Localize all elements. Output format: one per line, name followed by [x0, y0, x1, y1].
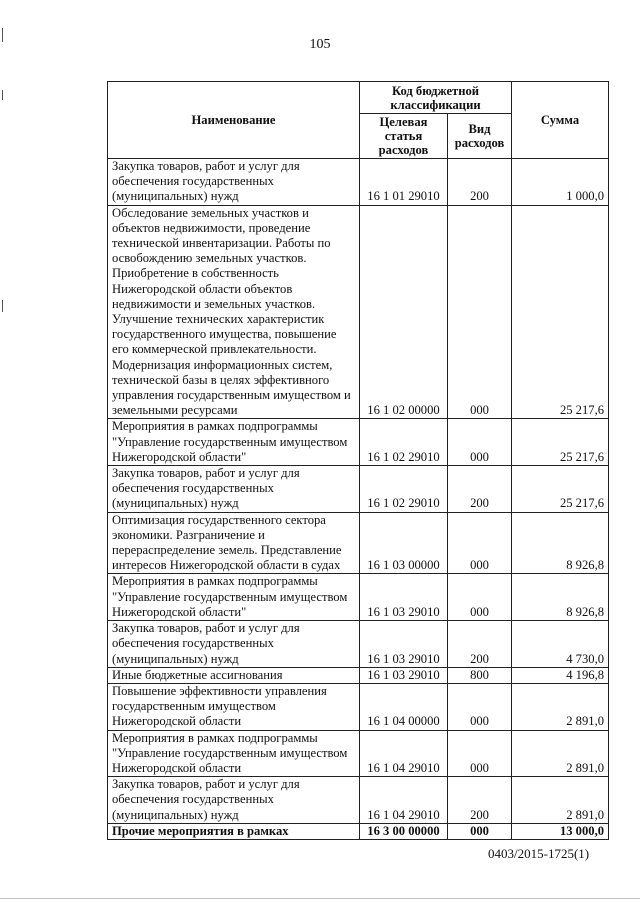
row-expense-type: 000: [448, 730, 512, 777]
row-target-code: 16 1 03 29010: [360, 621, 448, 668]
row-target-code: 16 1 03 29010: [360, 667, 448, 683]
row-name: Закупка товаров, работ и услуг для обеспечения государственных (муниципальных) нужд: [108, 621, 360, 668]
row-target-code: 16 1 04 29010: [360, 730, 448, 777]
row-sum: 2 891,0: [512, 683, 609, 730]
scan-mark: [2, 300, 3, 312]
row-sum: 2 891,0: [512, 730, 609, 777]
row-name: Мероприятия в рамках подпрограммы "Управление государственным имуществом Нижегородской области": [108, 419, 360, 466]
header-sum: Сумма: [512, 82, 609, 159]
page-number: 105: [309, 37, 331, 52]
table-row: [108, 621, 609, 668]
row-sum: 25 217,6: [512, 466, 609, 513]
row-expense-type: 200: [448, 466, 512, 513]
row-name: Обследование земельных участков и объектов недвижимости, проведение технической инвентаризации. Работы по освобождению земельных участков. Приобретение в собственность Нижегородской области объектов недвижимости и земельных участков. Улучшение технических характеристик государственного имущества, повышение его коммерческой привлекательности. Модернизация информационных систем, технической базы в целях эффективного управления государственным имуществом и земельными ресурсами: [108, 205, 360, 419]
row-sum: 4 730,0: [512, 621, 609, 668]
row-expense-type: 000: [448, 574, 512, 621]
scan-mark: [2, 28, 3, 42]
header-target: Целевая статья расходов: [360, 114, 448, 159]
row-expense-type: 000: [448, 683, 512, 730]
row-name: Повышение эффективности управления государственным имуществом Нижегородской области: [108, 683, 360, 730]
row-sum: 2 891,0: [512, 777, 609, 824]
row-expense-type: 000: [448, 419, 512, 466]
row-name: Иные бюджетные ассигнования: [108, 667, 360, 683]
row-sum: 13 000,0: [512, 823, 609, 839]
row-target-code: 16 3 00 00000: [360, 823, 448, 839]
header-code-group: Код бюджетной классификации: [360, 82, 512, 114]
row-expense-type: 000: [448, 823, 512, 839]
row-expense-type: 000: [448, 512, 512, 574]
scan-mark: [0, 898, 640, 899]
row-sum: 8 926,8: [512, 574, 609, 621]
table-row: [108, 730, 609, 777]
table-row: [108, 667, 609, 683]
table-row: [108, 512, 609, 574]
row-target-code: 16 1 04 00000: [360, 683, 448, 730]
row-expense-type: 200: [448, 777, 512, 824]
table-row: [108, 205, 609, 419]
row-expense-type: 800: [448, 667, 512, 683]
header-type: Вид расходов: [448, 114, 512, 159]
row-name: Оптимизация государственного сектора экономики. Разграничение и перераспределение земель. Представление интересов Нижегородской области в судах: [108, 512, 360, 574]
document-code: 0403/2015-1725(1): [488, 846, 590, 861]
row-sum: 8 926,8: [512, 512, 609, 574]
row-target-code: 16 1 04 29010: [360, 777, 448, 824]
row-name: Закупка товаров, работ и услуг для обеспечения государственных (муниципальных) нужд: [108, 777, 360, 824]
scan-mark: [2, 90, 3, 100]
row-target-code: 16 1 03 29010: [360, 574, 448, 621]
row-name: Прочие мероприятия в рамках: [108, 823, 360, 839]
row-sum: 25 217,6: [512, 205, 609, 419]
budget-table: [107, 81, 609, 840]
row-target-code: 16 1 02 00000: [360, 205, 448, 419]
table-row: [108, 466, 609, 513]
row-target-code: 16 1 03 00000: [360, 512, 448, 574]
row-target-code: 16 1 01 29010: [360, 159, 448, 206]
table-row: [108, 419, 609, 466]
table-row: [108, 159, 609, 206]
row-name: Мероприятия в рамках подпрограммы "Управление государственным имуществом Нижегородской области": [108, 574, 360, 621]
table-row: [108, 683, 609, 730]
row-expense-type: 000: [448, 205, 512, 419]
row-expense-type: 200: [448, 159, 512, 206]
row-name: Закупка товаров, работ и услуг для обеспечения государственных (муниципальных) нужд: [108, 159, 360, 206]
row-sum: 4 196,8: [512, 667, 609, 683]
row-sum: 25 217,6: [512, 419, 609, 466]
row-target-code: 16 1 02 29010: [360, 466, 448, 513]
header-name: Наименование: [108, 82, 360, 159]
row-expense-type: 200: [448, 621, 512, 668]
row-name: Закупка товаров, работ и услуг для обеспечения государственных (муниципальных) нужд: [108, 466, 360, 513]
row-name: Мероприятия в рамках подпрограммы "Управление государственным имуществом Нижегородской области: [108, 730, 360, 777]
table-body: [108, 159, 609, 840]
table-row: [108, 823, 609, 839]
row-sum: 1 000,0: [512, 159, 609, 206]
table-row: [108, 777, 609, 824]
row-target-code: 16 1 02 29010: [360, 419, 448, 466]
table-row: [108, 574, 609, 621]
